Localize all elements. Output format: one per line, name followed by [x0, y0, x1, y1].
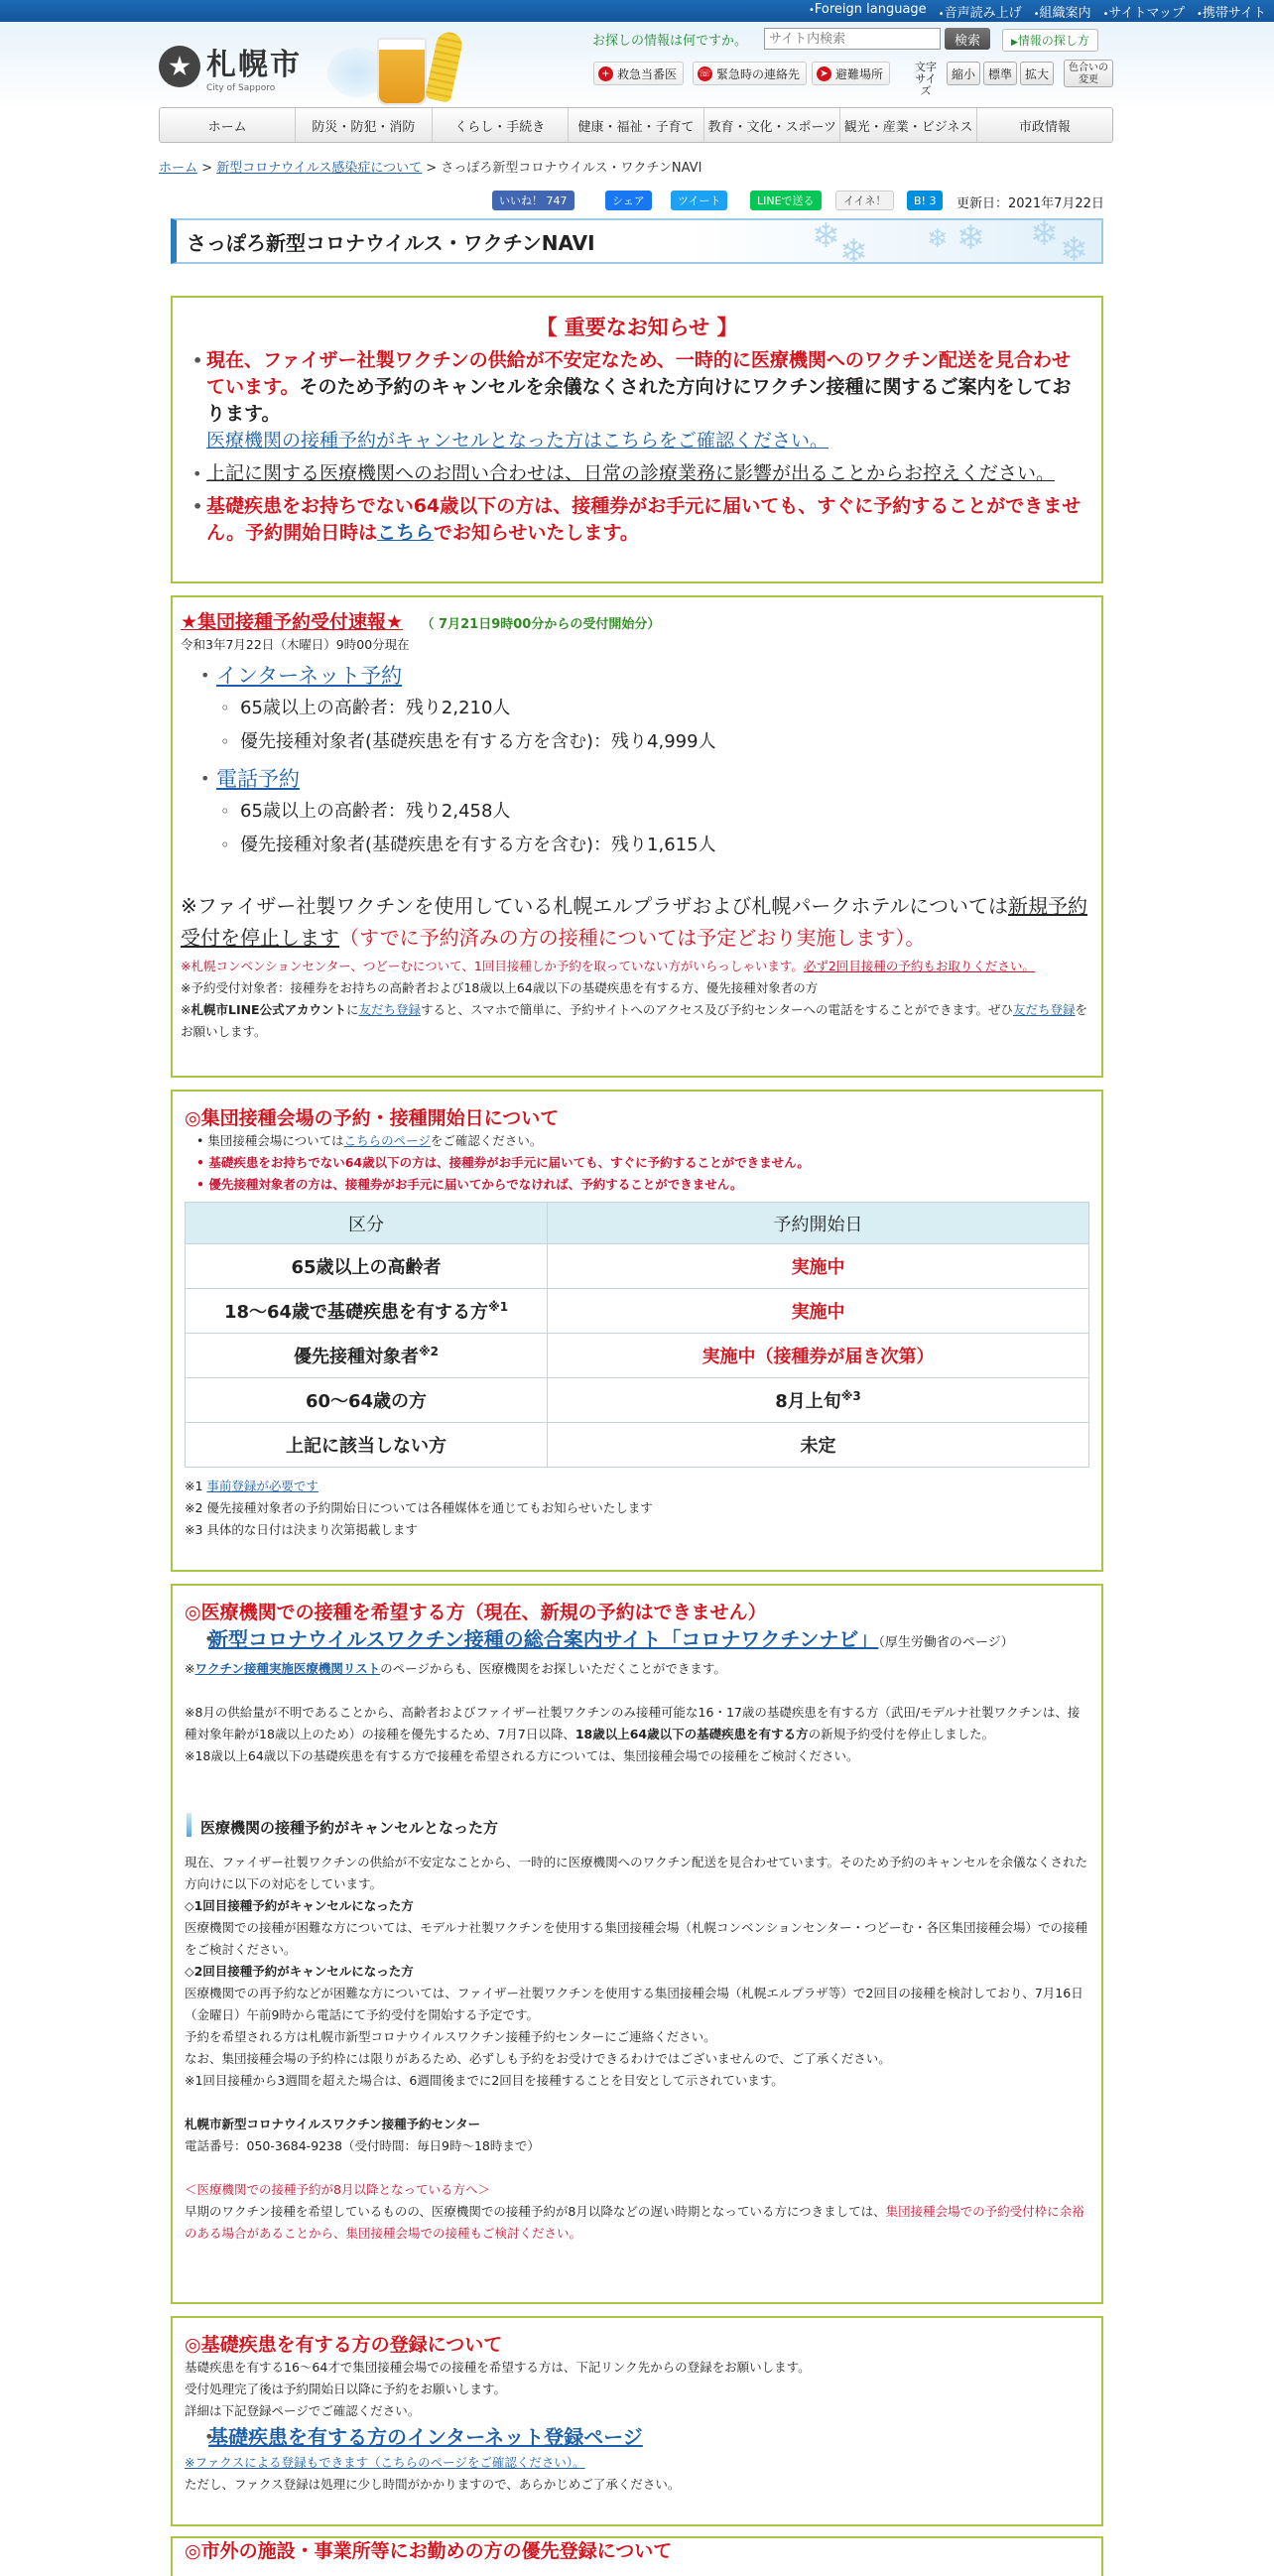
schedule-date	[548, 1423, 1089, 1468]
line-friend-link-2[interactable]: 友だち登録	[1013, 1002, 1076, 1017]
font-shrink-button[interactable]: 縮小	[947, 62, 980, 85]
registration-line: 受付処理完了後は予約開始日以降に予約をお願いします。	[185, 2382, 507, 2396]
link-sitemap[interactable]: • サイトマップ	[1103, 2, 1185, 21]
center-tel: 電話番号：050-3684-9238（受付時間：毎日9時～18時まで）	[185, 2138, 540, 2153]
schedule-table	[185, 1202, 1089, 1468]
link-foreign-language[interactable]: • Foreign language	[809, 2, 927, 21]
reservation-start-link[interactable]: こちら	[377, 522, 434, 544]
next-section-box	[171, 2536, 1103, 2576]
phone-reservation-link[interactable]: 電話予約	[216, 767, 300, 791]
find-info-button[interactable]: ▶ 情報の探し方	[1002, 29, 1098, 52]
schedule-date	[548, 1289, 1089, 1334]
link-mobile-site[interactable]: • 携帯サイト	[1197, 2, 1266, 21]
facebook-like-button[interactable]: いいね！ 747	[492, 191, 574, 210]
footnote-1-mark: ※1	[185, 1479, 207, 1493]
footnote-mark: ※2	[418, 1345, 439, 1358]
remaining-item: ◦ 優先接種対象者(基礎疾患を有する方を含む)：残り4,999人	[181, 725, 1093, 759]
color-change-button[interactable]: 色合いの変更	[1064, 60, 1113, 87]
pfizer-notice-red: （すでに予約済みの方の接種については予定どおり実施します）。	[339, 926, 926, 950]
first-dose-body: 医療機関での接種が困難な方については、モデルナ社製ワクチンを使用する集団接種会場（札幌コンベンションセンター・つどーむ・各区集団接種会場）での接種をご検討ください。	[185, 1920, 1087, 1957]
phone-icon: ☏	[699, 67, 711, 79]
global-nav	[159, 107, 1113, 143]
utility-links	[809, 2, 1266, 21]
breadcrumb-home[interactable]: ホーム	[159, 161, 198, 176]
navi-item	[185, 1624, 1089, 1658]
notice-item1-red: 現在、ファイザー社製ワクチンの供給が不安定なため、一時的に医療機関へのワクチン配送を見合わせています。	[206, 349, 1071, 398]
line-note-a: ※	[181, 1002, 191, 1017]
schedule-note1-a: 集団接種会場については	[207, 1133, 344, 1148]
schedule-row	[186, 1334, 1089, 1378]
snowflake-icon: ❄	[956, 218, 985, 258]
schedule-date	[548, 1244, 1089, 1289]
august-body	[185, 2201, 1089, 2245]
supply-note-b: の新規予約受付を停止しました。	[808, 1727, 995, 1741]
updated-date: 更新日：2021年7月22日	[956, 196, 1104, 211]
schedule-date-text: 実施中（接種券が届き次第）	[701, 1347, 935, 1367]
august-heading: ＜医療機関での接種予約が8月以降となっている方へ＞	[185, 2182, 490, 2197]
first-dose-heading: ◇1回目接種予約がキャンセルになった方	[185, 1898, 414, 1913]
snowflake-icon: ❄	[839, 232, 868, 272]
footnote-3: ※3 具体的な日付は決まり次第掲載します	[185, 1522, 418, 1537]
registration-line: 詳細は下記登録ページでご確認ください。	[185, 2403, 421, 2418]
breadcrumb-sep: >	[197, 161, 217, 176]
schedule-date-text: 8月上旬	[775, 1391, 841, 1412]
cancel-intro: 現在、ファイザー社製ワクチンの供給が不安定なことから、一時的に医療機関へのワクチン配送を見合わせています。そのため予約のキャンセルを余儀なくされた方向けに以下の対応をしています。	[185, 1855, 1088, 1891]
internet-reservation-link[interactable]: インターネット予約	[216, 664, 403, 688]
nav-education[interactable]: 教育・文化・スポーツ	[704, 108, 840, 142]
schedule-note1-b: をご確認ください。	[430, 1133, 543, 1148]
breadcrumb-parent[interactable]: 新型コロナウイルス感染症について	[216, 161, 423, 176]
fax-note: ただし、ファクス登録は処理に少し時間がかかりますので、あらかじめご了承ください。	[185, 2477, 681, 2492]
clinic-list-link[interactable]: ワクチン接種実施医療機関リスト	[194, 1661, 381, 1676]
search-label: お探しの情報は何ですか。	[592, 34, 748, 49]
supply-note	[185, 1702, 1089, 1745]
facebook-share-button[interactable]: シェア	[605, 191, 652, 210]
internet-registration-link[interactable]: 基礎疾患を有する方のインターネット登録ページ	[208, 2425, 643, 2449]
logo-sub: City of Sapporo	[206, 83, 276, 93]
hatena-bookmark-button[interactable]: B! 3	[907, 191, 943, 210]
nav-city-info[interactable]: 市政情報	[1018, 119, 1071, 135]
schedule-row	[186, 1289, 1089, 1334]
col-category: 区分	[186, 1203, 548, 1244]
schedule-box	[171, 1090, 1103, 1572]
link-organization[interactable]: • 組織案内	[1034, 2, 1091, 21]
notice-title: 【 重要なお知らせ 】	[536, 316, 738, 339]
emergency-doctor-label: 救急当番医	[617, 66, 678, 81]
second-dose-body: なお、集団接種会場の予約枠には限りがあるため、必ずしも予約をお受けできるわけではございませんので、ご了承ください。	[185, 2051, 891, 2066]
flash-subtitle: （ 7月21日9時00分からの受付開始分）	[421, 617, 661, 632]
link-voice-reading[interactable]: • 音声読み上げ	[939, 2, 1022, 21]
clinic-list-mark: ※	[185, 1661, 195, 1676]
notice-item	[173, 347, 1101, 454]
schedule-date	[548, 1334, 1089, 1378]
schedule-category	[186, 1378, 548, 1423]
cancel-heading: 医療機関の接種予約がキャンセルとなった方	[185, 1817, 1089, 1838]
schedule-category	[186, 1423, 548, 1468]
nav-health[interactable]: 健康・福祉・子育て	[569, 108, 704, 142]
schedule-note: • 優先接種対象者の方は、接種券がお手元に届いてからでなければ、予約することができません。	[196, 1177, 743, 1192]
pfizer-notice-a: ※ファイザー社製ワクチンを使用している札幌エルプラザおよび札幌パークホテルについては	[181, 894, 1008, 918]
notice-item3-tail: でお知らせいたします。	[433, 522, 639, 544]
run-icon: ➤	[817, 66, 831, 81]
remaining-item: ◦ 65歳以上の高齢者：残り2,458人	[181, 795, 1093, 829]
snowflake-icon: ❄	[927, 224, 949, 254]
notice-item	[173, 460, 1101, 487]
second-dose-heading: ◇2回目接種予約がキャンセルになった方	[185, 1964, 414, 1979]
plus-icon: +	[598, 66, 613, 81]
snowflake-icon: ❄	[1030, 214, 1059, 254]
registration-title: ◎基礎疾患を有する方の登録について	[185, 2334, 503, 2356]
flash-asof: 令和3年7月22日（木曜日）9時00分現在	[181, 637, 410, 652]
flash-title: ★集団接種予約受付速報★	[181, 611, 404, 633]
schedule-row	[186, 1378, 1089, 1423]
emergency-contact-button[interactable]	[693, 62, 807, 85]
line-note-d: をお願いします。	[181, 1002, 1088, 1039]
registration-link-item	[185, 2422, 1089, 2452]
nav-living[interactable]: くらし・手続き	[433, 108, 569, 142]
schedule-category-text: 上記に該当しない方	[286, 1436, 446, 1457]
emergency-contact-label: 緊急時の連絡先	[716, 66, 801, 81]
reservation-flash-box	[171, 595, 1103, 1078]
schedule-date	[548, 1378, 1089, 1423]
fax-item	[185, 2452, 1089, 2474]
target-note: ※予約受付対象者：接種券をお持ちの高齢者および18歳以上64歳以下の基礎疾患を有する方、優先接種対象者の方	[181, 980, 819, 995]
registration-box	[171, 2316, 1103, 2526]
supply-note-a: ※8月の供給量が不明であることから、高齢者およびファイザー社製ワクチンのみ接種可能な16・17歳の基礎疾患を有する方（武田/モデルナ社製ワクチンは、接種対象年齢が18歳以上のため）の接種を優先するため、7月7日以降、	[185, 1705, 1081, 1741]
pfizer-stop-text: 新規予約受付を停止します	[181, 894, 1087, 950]
nav-disaster[interactable]: 防災・防犯・消防	[296, 108, 432, 142]
schedule-note3: 優先接種対象者の方は、接種券がお手元に届いてからでなければ、予約することができません。	[208, 1177, 743, 1192]
notice-item2: 上記に関する医療機関へのお問い合わせは、日常の診療業務に影響が出ることからお控えください。	[206, 462, 1056, 484]
site-search-input[interactable]	[764, 28, 941, 50]
nav-tourism[interactable]: 観光・産業・ビジネス	[840, 108, 976, 142]
cancel-guide-link[interactable]: 医療機関の接種予約がキャンセルとなった方はこちらをご確認ください。	[206, 430, 829, 451]
schedule-title: ◎集団接種会場の予約・接種開始日について	[185, 1107, 560, 1129]
schedule-category-text: 18～64歳で基礎疾患を有する方	[223, 1302, 489, 1323]
group-note: ※18歳以上64歳以下の基礎疾患を有する方で接種を希望される方については、集団接種会場での接種をご検討ください。	[185, 1748, 859, 1763]
remaining-item: ◦ 65歳以上の高齢者：残り2,210人	[181, 692, 1093, 725]
font-size-label: 文字サイズ	[915, 61, 937, 97]
line-note-b: に	[345, 1002, 359, 1017]
evacuation-site-button[interactable]	[812, 62, 890, 85]
font-enlarge-button[interactable]: 拡大	[1020, 62, 1054, 85]
line-note	[181, 999, 1093, 1043]
footnote-2: ※2 優先接種対象者の予約開始日については各種媒体を通じてもお知らせいたします	[185, 1500, 653, 1515]
notice-item1-black: そのため予約のキャンセルを余儀なくされた方向けにワクチン接種に関するご案内をしております。	[206, 376, 1072, 425]
footnote-1	[173, 1476, 1101, 1497]
schedule-date-text: 実施中	[791, 1302, 845, 1323]
registration-line: 基礎疾患を有する16～64才で集団接種会場での接種を希望する方は、下記リンク先からの登録をお願いします。	[185, 2360, 811, 2375]
search-button[interactable]: 検索	[945, 28, 990, 50]
convention-notice	[181, 956, 1093, 977]
schedule-category-text: 60～64歳の方	[305, 1391, 428, 1412]
schedule-row	[186, 1423, 1089, 1468]
notice-item	[173, 493, 1101, 547]
august-body-a: 早期のワクチン接種を希望しているものの、医療機関での接種予約が8月以降などの遅い時期となっている方につきましては、	[185, 2204, 886, 2219]
header-illustration	[318, 28, 486, 107]
corn-illustration	[425, 30, 464, 103]
schedule-note2: 基礎疾患をお持ちでない64歳以下の方は、接種券がお手元に届いても、すぐに予約することができません。	[208, 1155, 810, 1170]
next-section-title: ◎市外の施設・事業所等にお勤めの方の優先登録について	[185, 2540, 673, 2562]
important-notice-box	[171, 296, 1103, 583]
footnote-mark: ※1	[488, 1300, 509, 1314]
line-official-account: 札幌市LINE公式アカウント	[191, 1002, 346, 1017]
second-dose-link[interactable]: 必ず2回目接種の予約もお取りください。	[803, 959, 1035, 973]
nav-home[interactable]: ホーム	[160, 108, 296, 142]
clinic-box	[171, 1584, 1103, 2304]
second-dose-body: 医療機関での再予約などが困難な方については、ファイザー社製ワクチンを使用する集団接種会場（札幌エルプラザ等）で2回目の接種を検討しており、7月16日（金曜日）午前9時から電話にて予約受付を開始する予定です。	[185, 1986, 1083, 2022]
top-strip	[0, 0, 1274, 22]
breadcrumb-current: さっぽろ新型コロナウイルス・ワクチンNAVI	[441, 161, 702, 176]
logo-name: 札幌市	[206, 48, 302, 82]
table-header-row	[186, 1203, 1089, 1244]
center-name: 札幌市新型コロナウイルスワクチン接種予約センター	[185, 2117, 481, 2131]
second-dose-body: ※1回目接種から3週間を超えた場合は、6週間後までに2回目を接種することを目安として示されています。	[185, 2073, 784, 2088]
convention-notice-text: ※札幌コンベンションセンター、つどーむについて、1回目接種しか予約を取っていない方がいらっしゃいます。	[181, 959, 804, 973]
august-body-red: 集団接種会場での予約受付枠に余裕のある場合があることから、集団接種会場での接種もご検討ください。	[185, 2204, 1084, 2241]
clinic-list-note	[185, 1658, 1089, 1680]
schedule-category-text: 65歳以上の高齢者	[291, 1257, 442, 1278]
navi-note: （厚生労働省のページ）	[878, 1635, 1014, 1650]
page-title-text: さっぽろ新型コロナウイルス・ワクチンNAVI	[187, 230, 595, 255]
fax-registration-link[interactable]: ※ファクスによる登録もできます（こちらのページをご確認ください）。	[185, 2455, 585, 2470]
snowflake-icon: ❄	[1060, 230, 1088, 270]
snowflake-icon: ❄	[812, 216, 840, 256]
schedule-date-text: 実施中	[791, 1257, 845, 1278]
schedule-note: • 基礎疾患をお持ちでない64歳以下の方は、接種券がお手元に届いても、すぐに予約することができません。	[196, 1155, 810, 1170]
schedule-category	[186, 1244, 548, 1289]
page-title	[171, 214, 1103, 272]
line-friend-link[interactable]: 友だち登録	[358, 1002, 422, 1017]
line-send-button[interactable]: LINEで送る	[750, 191, 822, 210]
city-emblem-icon	[159, 46, 200, 87]
corona-vaccine-navi-link[interactable]: 新型コロナウイルスワクチン接種の総合案内サイト「コロナワクチンナビ」	[208, 1627, 879, 1651]
breadcrumb	[159, 157, 701, 176]
pfizer-notice	[181, 890, 1093, 954]
supply-note-bold: 18歳以上64歳以下の基礎疾患を有する方	[574, 1727, 809, 1741]
schedule-category	[186, 1289, 548, 1334]
schedule-category	[186, 1334, 548, 1378]
schedule-note: • 集団接種会場についてはこちらのページをご確認ください。	[196, 1133, 543, 1148]
mixi-iine-button[interactable]: イイネ！	[835, 191, 894, 210]
venue-page-link[interactable]: こちらのページ	[343, 1133, 431, 1148]
font-standard-button[interactable]: 標準	[983, 62, 1017, 85]
footnote-mark: ※3	[840, 1389, 861, 1403]
line-note-c: すると、スマホで簡単に、予約サイトへのアクセス及び予約センターへの電話をすることができます。ぜひ	[421, 1002, 1014, 1017]
clinic-list-b: のページからも、医療機関をお探しいただくことができます。	[380, 1661, 726, 1676]
schedule-category-text: 優先接種対象者	[293, 1347, 419, 1367]
remaining-item: ◦ 優先接種対象者(基礎疾患を有する方を含む)：残り1,615人	[181, 829, 1093, 862]
notice-item3-red: 基礎疾患をお持ちでない64歳以下の方は、接種券がお手元に届いても、すぐに予約することができません。予約開始日時は	[206, 495, 1082, 544]
tweet-button[interactable]: ツイート	[671, 191, 727, 210]
breadcrumb-sep: >	[422, 161, 442, 176]
pre-registration-link[interactable]: 事前登録が必要です	[206, 1479, 318, 1493]
col-start-date: 予約開始日	[548, 1203, 1089, 1244]
sapporo-logo[interactable]	[159, 40, 302, 93]
clinic-title: ◎医療機関での接種を希望する方（現在、新規の予約はできません）	[185, 1602, 767, 1623]
beer-glass-illustration	[377, 38, 427, 105]
second-dose-body: 予約を希望される方は札幌市新型コロナウイルスワクチン接種予約センターにご連絡ください。	[185, 2029, 716, 2044]
schedule-date-text: 未定	[800, 1436, 836, 1457]
emergency-doctor-button[interactable]	[593, 62, 684, 85]
schedule-row	[186, 1244, 1089, 1289]
evacuation-site-label: 避難場所	[835, 66, 884, 81]
